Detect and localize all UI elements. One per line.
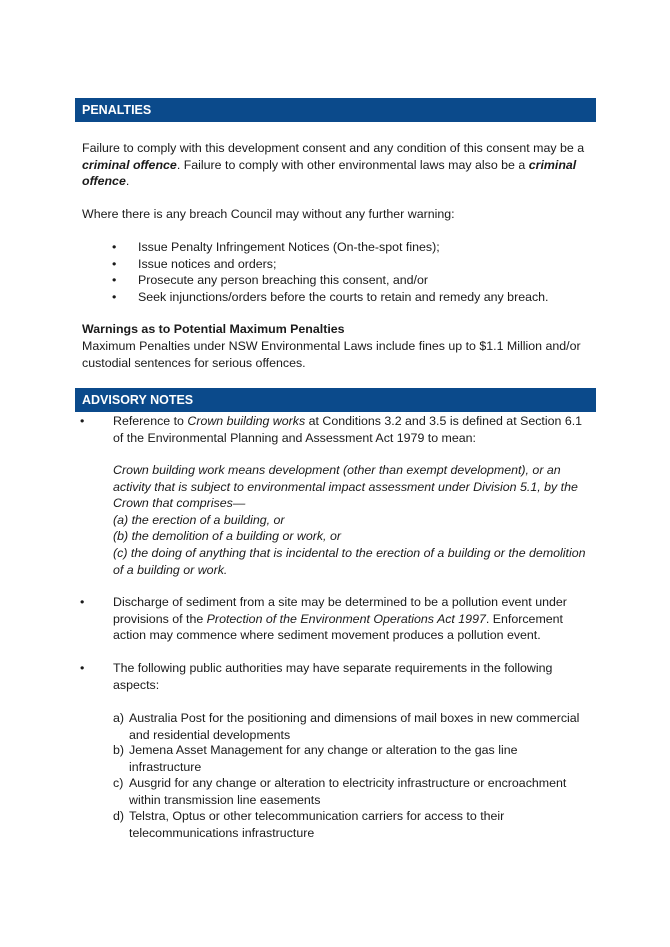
emphasis-criminal-offence: criminal offence [82, 157, 177, 172]
list-label: c) [113, 776, 124, 790]
bullet-text: Seek injunctions/orders before the courts to retain and remedy any breach. [138, 290, 549, 304]
warnings-text: Maximum Penalties under NSW Environmental Laws include fines up to $1.1 Million and/or custodial sentences for serious offences. [82, 339, 581, 370]
text-run: . Enforcement action may commence where sediment movement produces a pollution event. [113, 611, 563, 643]
bullet-text: Prosecute any person breaching this consent, and/or [138, 273, 428, 287]
text-run: at Conditions 3.2 and 3.5 is defined at Section 6.1 of the Environmental Planning and Assessment Act 1979 to mean: [113, 414, 583, 445]
text-run: Reference to [113, 414, 188, 428]
list-text: Australia Post for the positioning and dimensions of mail boxes in new commercial and residential developments [129, 711, 580, 742]
text-run: Failure to comply with this development consent and any condition of this consent may be a [82, 141, 585, 155]
crown-definition-c: (c) the doing of anything that is incidental to the erection of a building or the demolition of a building or work. [113, 546, 586, 577]
list-text: Ausgrid for any change or alteration to electricity infrastructure or encroachment within transmission line easements [129, 776, 567, 807]
advisory-notes-heading: ADVISORY NOTES [75, 388, 596, 412]
text-run: . Failure to comply with other environmental laws may also be a [176, 157, 529, 172]
crown-definition-intro: Crown building work means development (other than exempt development), or an activity that is subject to environmental impact assessment under Division 5.1, by the Crown that comprises— [113, 463, 578, 511]
text-run: . [125, 174, 130, 189]
bullet-icon: • [112, 257, 117, 271]
penalties-paragraph-1 [82, 140, 594, 190]
bullet-icon: • [112, 290, 117, 304]
advisory-note-authorities: The following public authorities may have separate requirements in the following aspects: [113, 661, 553, 692]
bullet-icon: • [80, 595, 85, 609]
emphasis-crown-building-works: Crown building works [187, 414, 306, 428]
bullet-icon: • [80, 414, 85, 428]
crown-definition-b: (b) the demolition of a building or work, or [113, 529, 341, 543]
list-label: a) [113, 711, 125, 725]
list-text: Jemena Asset Management for any change or alteration to the gas line infrastructure [129, 743, 518, 774]
advisory-note-sediment [113, 594, 593, 644]
bullet-icon: • [112, 273, 117, 287]
advisory-note-crown-building [113, 413, 593, 446]
bullet-text: Issue Penalty Infringement Notices (On-the-spot fines); [138, 240, 440, 254]
bullet-icon: • [80, 661, 85, 675]
list-label: b) [113, 743, 125, 757]
penalties-paragraph-2: Where there is any breach Council may without any further warning: [82, 207, 455, 221]
list-label: d) [113, 809, 125, 823]
warnings-heading: Warnings as to Potential Maximum Penalties [82, 322, 345, 336]
text-run: Discharge of sediment from a site may be determined to be a pollution event under provisions of the [113, 595, 567, 626]
emphasis-criminal-offence: criminal offence [82, 157, 577, 189]
crown-definition-a: (a) the erection of a building, or [113, 513, 285, 527]
list-text: Telstra, Optus or other telecommunication carriers for access to their telecommunications infrastructure [129, 809, 505, 840]
penalties-heading: PENALTIES [75, 98, 596, 122]
bullet-icon: • [112, 240, 117, 254]
bullet-text: Issue notices and orders; [138, 257, 277, 271]
emphasis-act-name: Protection of the Environment Operations Act 1997 [206, 611, 486, 626]
